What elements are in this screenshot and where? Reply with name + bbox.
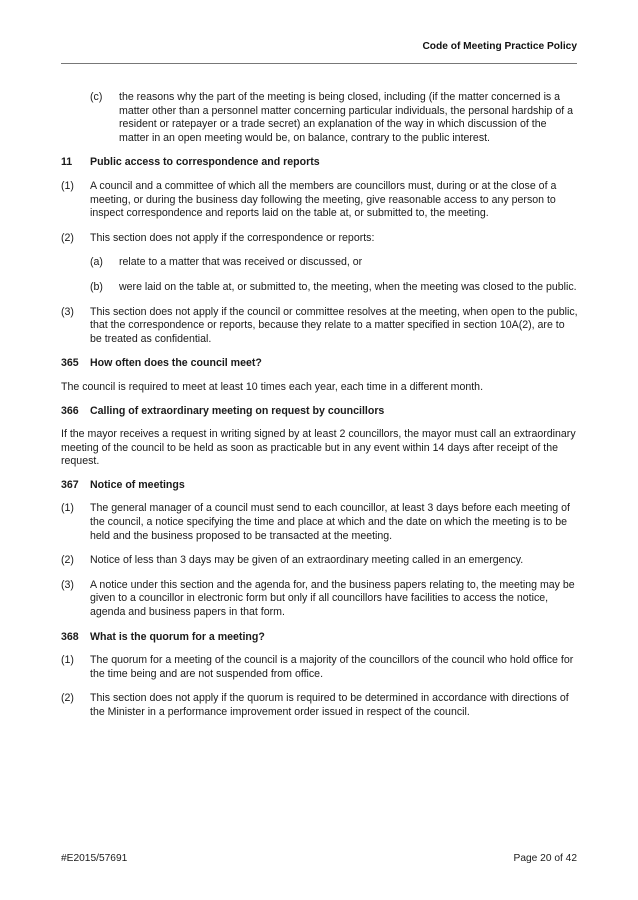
section-heading-11 [61,156,578,170]
clause-11-2-a [61,256,578,270]
clause-label: (2) [61,231,74,244]
page-number: Page 20 of 42 [513,853,577,864]
clause-label: (1) [61,502,74,515]
section-number: 366 [61,404,79,417]
section-number: 367 [61,478,79,491]
clause-368-2 [61,692,578,719]
clause-label: (a) [90,256,103,269]
clause-label: (2) [61,692,74,705]
section-heading-366 [61,405,578,419]
section-number: 368 [61,630,79,643]
clause-11-3 [61,306,578,347]
document-body [61,91,578,731]
clause-text: Notice of less than 3 days may be given of an extraordinary meeting called in an emergency. [90,554,524,567]
section-number: 11 [61,156,73,169]
clause-label: (1) [61,654,74,667]
section-heading-367 [61,479,578,493]
clause-368-1 [61,654,578,681]
section-title: Notice of meetings [90,478,185,491]
document-reference: #E2015/57691 [61,853,128,864]
clause-label: (b) [90,280,103,293]
clause-11-2 [61,232,578,246]
clause-11-1 [61,180,578,221]
clause-text: This section does not apply if the correspondence or reports: [90,231,375,244]
section-paragraph-366: If the mayor receives a request in writing signed by at least 2 councillors, the mayor must call an extraordinary meeting of the council to be held as soon as practicable but in any event within 14 days after receipt of the request. [61,428,576,468]
clause-text: This section does not apply if the quorum is required to be determined in accordance with directions of the Minister in a performance improvement order issued in respect of the council. [90,692,569,718]
clause-c [61,91,578,145]
clause-367-2 [61,554,578,568]
clause-text: A notice under this section and the agenda for, and the business papers relating to, the meeting may be given to a councillor in electronic form but only if all councillors have facilities to access the notice, agenda and business papers in that form. [90,578,575,619]
section-title: Calling of extraordinary meeting on request by councillors [90,404,385,417]
clause-text: A council and a committee of which all the members are councillors must, during or at the close of a meeting, or during the business day following the meeting, give reasonable access to any person to inspect correspondence and reports laid on the table at, or submitted to, the meeting. [90,179,557,220]
header-divider [61,63,577,64]
section-title: What is the quorum for a meeting? [90,630,265,643]
clause-label: (3) [61,305,74,318]
section-heading-365 [61,357,578,371]
clause-label: (2) [61,554,74,567]
section-paragraph-365: The council is required to meet at least 10 times each year, each time in a different month. [61,380,484,393]
clause-text: were laid on the table at, or submitted to, the meeting, when the meeting was closed to the public. [119,280,577,293]
clause-text: The quorum for a meeting of the council is a majority of the councillors of the council who hold office for the time being and are not suspended from office. [90,654,574,680]
clause-367-1 [61,502,578,543]
header-title: Code of Meeting Practice Policy [422,41,577,52]
section-title: How often does the council meet? [90,357,262,370]
section-number: 365 [61,357,79,370]
clause-label: (1) [61,179,74,192]
clause-text: relate to a matter that was received or discussed, or [119,256,363,269]
clause-367-3 [61,579,578,620]
section-title: Public access to correspondence and reports [90,156,320,169]
clause-text: This section does not apply if the council or committee resolves at the meeting, when open to the public, that the correspondence or reports, because they relate to a matter specified in section 10A(2), are to be treated as confidential. [90,305,578,345]
section-heading-368 [61,631,578,645]
clause-label: (3) [61,578,74,591]
clause-text: the reasons why the part of the meeting is being closed, including (if the matter concerned is a matter other than a personnel matter concerning particular individuals, the personal hardship of a resident or ratepayer or a trade secret) an explanation of the way in which discussion of the matter in an open meeting would be, on balance, contrary to the public interest. [119,91,574,144]
clause-text: The general manager of a council must send to each councillor, at least 3 days before each meeting of the council, a notice specifying the time and place at which and the date on which the meeting is to be held and the business proposed to be transacted at the meeting. [90,502,570,542]
clause-label: (c) [90,91,103,103]
clause-11-2-b [61,281,578,295]
